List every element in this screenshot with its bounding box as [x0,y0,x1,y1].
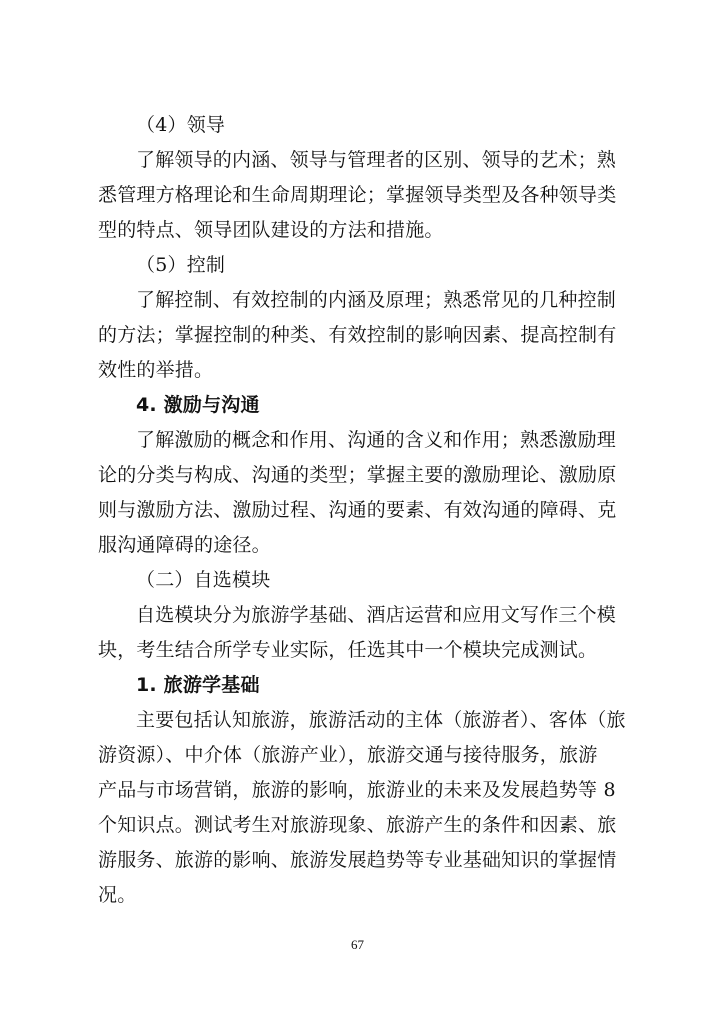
paragraph-line: 况。 [98,884,137,906]
section-heading-tourism: 1. 旅游学基础 [136,674,260,696]
paragraph-line: 个知识点。测试考生对旅游现象、旅游产生的条件和因素、旅 [98,814,617,836]
subheading-control: （5）控制 [136,254,226,276]
paragraph-line: 产品与市场营销，旅游的影响，旅游业的未来及发展趋势等 8 [98,779,616,801]
paragraph-line: 则与激励方法、激励过程、沟通的要素、有效沟通的障碍、克 [98,499,617,521]
subheading-leadership: （4）领导 [136,114,226,136]
paragraph-line: 了解激励的概念和作用、沟通的含义和作用；熟悉激励理 [136,429,617,451]
paragraph-line: 服沟通障碍的途径。 [98,534,271,556]
paragraph-line: 论的分类与构成、沟通的类型；掌握主要的激励理论、激励原 [98,464,617,486]
paragraph-line: 悉管理方格理论和生命周期理论；掌握领导类型及各种领导类 [98,184,617,206]
section-heading-motivation: 4. 激励与沟通 [136,394,260,416]
paragraph-line: 主要包括认知旅游，旅游活动的主体（旅游者）、客体（旅 [136,709,626,731]
paragraph-line: 块，考生结合所学专业实际，任选其中一个模块完成测试。 [98,639,598,661]
page-number: 67 [351,937,364,952]
paragraph-line: 了解领导的内涵、领导与管理者的区别、领导的艺术；熟 [136,149,617,171]
paragraph-line: 效性的举措。 [98,359,214,381]
paragraph-line: 游服务、旅游的影响、旅游发展趋势等专业基础知识的掌握情 [98,849,617,871]
paragraph-line: 自选模块分为旅游学基础、酒店运营和应用文写作三个模 [136,604,617,626]
paragraph-line: 型的特点、领导团队建设的方法和措施。 [98,219,444,241]
subheading-elective-module: （二）自选模块 [136,569,271,591]
paragraph-line: 游资源）、中介体（旅游产业），旅游交通与接待服务，旅游 [98,744,598,766]
paragraph-line: 的方法；掌握控制的种类、有效控制的影响因素、提高控制有 [98,324,617,346]
paragraph-line: 了解控制、有效控制的内涵及原理；熟悉常见的几种控制 [136,289,617,311]
